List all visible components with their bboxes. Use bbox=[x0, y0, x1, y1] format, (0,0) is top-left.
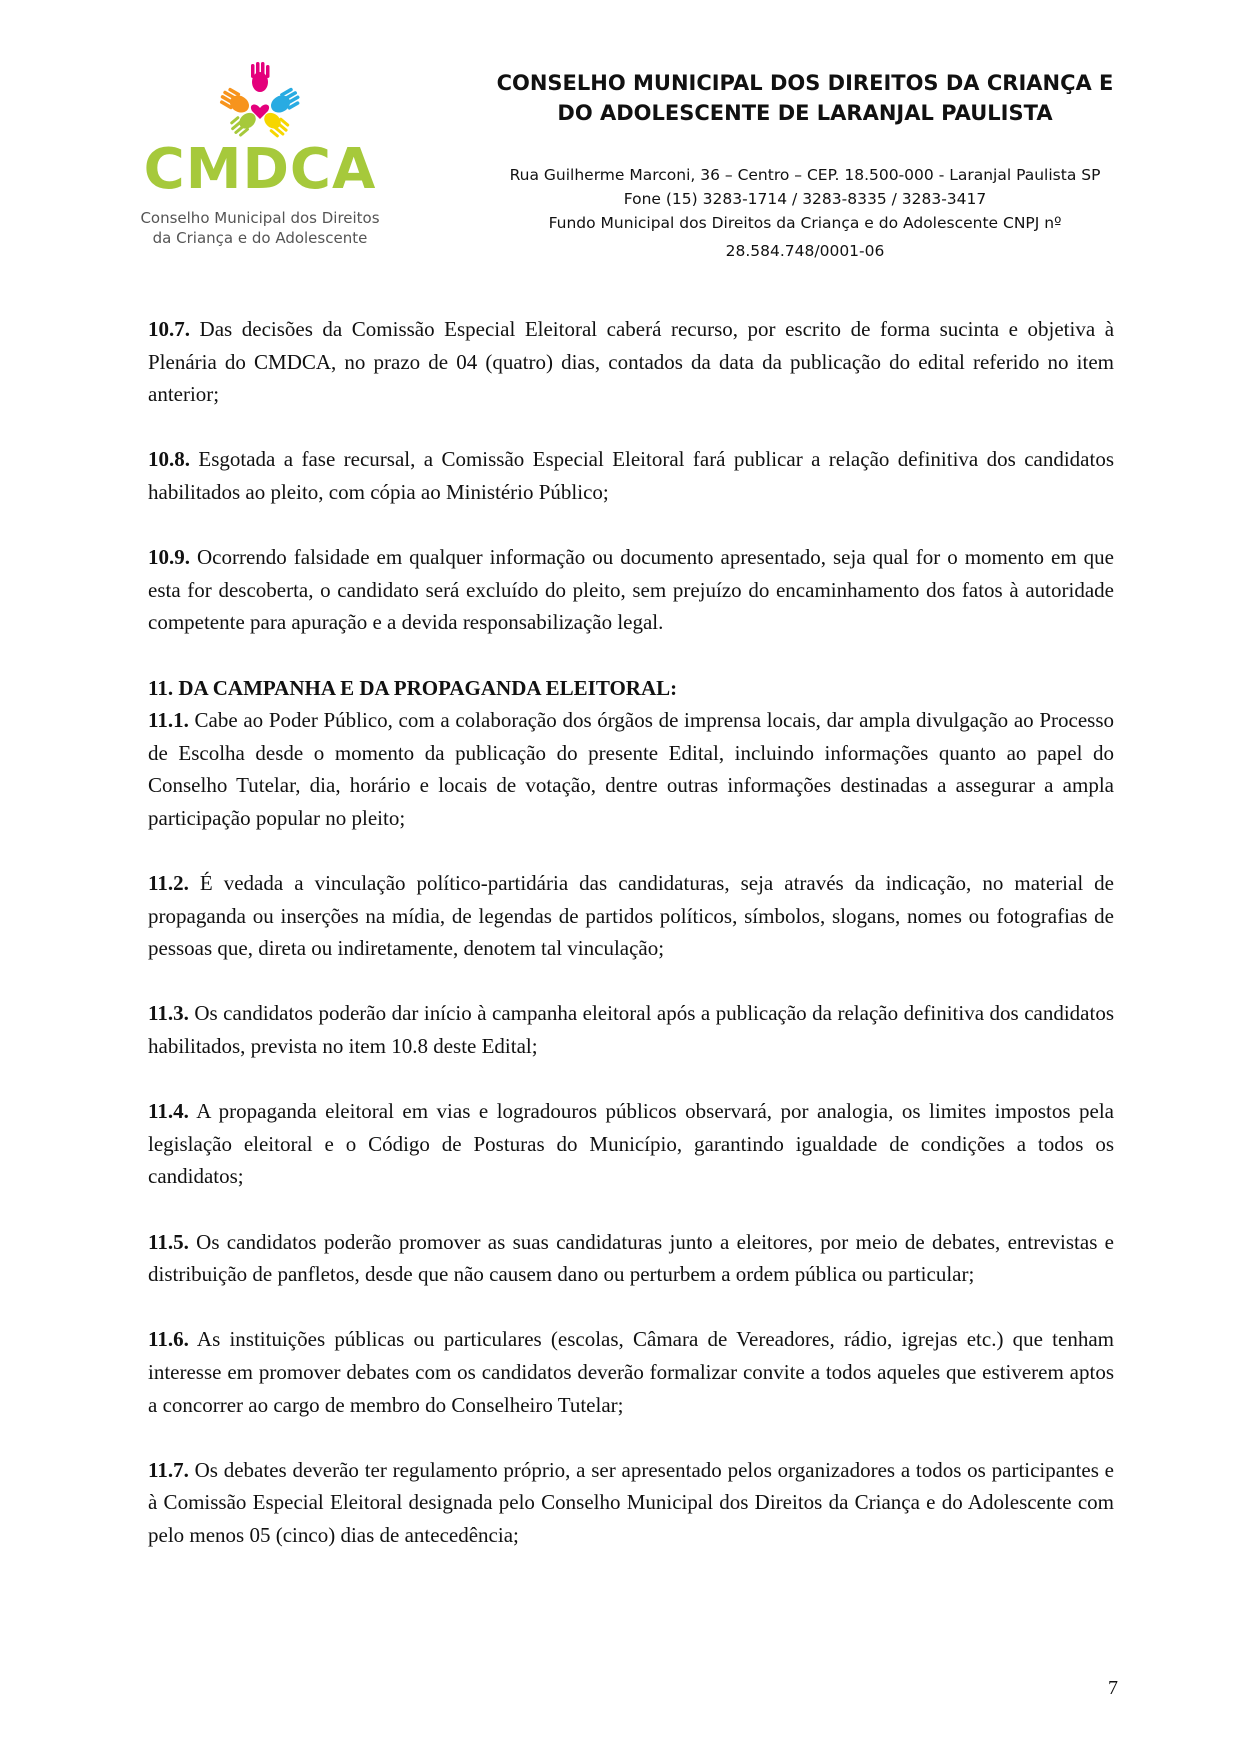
logo-subtitle-line1: Conselho Municipal dos Direitos bbox=[140, 209, 380, 227]
clause-number: 10.9. bbox=[148, 545, 190, 570]
clause-11-7 bbox=[148, 1454, 1114, 1552]
phone-line: Fone (15) 3283-1714 / 3283-8335 / 3283-3417 bbox=[623, 190, 987, 208]
clause-text: Das decisões da Comissão Especial Eleitoral caberá recurso, por escrito de forma sucinta e objetiva à Plenária do CMDCA, no prazo de 04 (quatro) dias, contados da data da publicação do edital referido no item anterior; bbox=[148, 317, 1115, 407]
clause-10-8 bbox=[148, 443, 1114, 508]
clause-text: É vedada a vinculação político-partidária das candidaturas, seja através da indicação, no material de propaganda ou inserções na mídia, de legendas de partidos políticos, símbolos, slogans, nomes ou fotografias de pessoas que, direta ou indiretamente, denotem tal vinculação; bbox=[148, 871, 1114, 961]
clause-11-4 bbox=[148, 1095, 1114, 1193]
clause-number: 11.2. bbox=[148, 871, 189, 896]
clause-11-1 bbox=[148, 704, 1114, 834]
clause-10-9 bbox=[148, 541, 1114, 639]
clause-text: Os candidatos poderão promover as suas candidaturas junto a eleitores, por meio de debates, entrevistas e distribuição de panfletos, desde que não causem dano ou perturbem a ordem pública ou particular; bbox=[148, 1229, 1114, 1287]
organization-contact bbox=[410, 163, 1200, 263]
clause-text: Cabe ao Poder Público, com a colaboração dos órgãos de imprensa locais, dar ampla divulgação ao Processo de Escolha desde o momento da publicação do presente Edital, incluindo informações quanto ao papel do Conselho Tutelar, dia, horário e locais de votação, dentre outras informações destinadas a assegurar a ampla participação popular no pleito; bbox=[148, 708, 1114, 830]
clause-10-7 bbox=[148, 313, 1114, 411]
clause-number: 11.3. bbox=[148, 1001, 189, 1026]
clause-text: Os debates deverão ter regulamento próprio, a ser apresentado pelos organizadores a todos os participantes e à Comissão Especial Eleitoral designada pelo Conselho Municipal dos Direitos da Criança e do Adolescente com pelo menos 05 (cinco) dias de antecedência; bbox=[148, 1457, 1115, 1547]
logo-wordmark: CMDCA bbox=[143, 137, 377, 202]
clause-11-2 bbox=[148, 867, 1114, 965]
fund-line: Fundo Municipal dos Direitos da Criança e do Adolescente CNPJ nº bbox=[548, 214, 1062, 232]
clause-number: 10.7. bbox=[148, 317, 190, 341]
clause-number: 11.7. bbox=[148, 1457, 189, 1482]
organization-title bbox=[410, 68, 1200, 128]
clause-11-3 bbox=[148, 997, 1114, 1062]
clause-text: Ocorrendo falsidade em qualquer informação ou documento apresentado, seja qual for o momento em que esta for descoberta, o candidato será excluído do pleito, sem prejuízo do encaminhamento dos fatos à autoridade competente para apuração e a devida responsabilização legal. bbox=[148, 545, 1114, 635]
organization-title-line1: CONSELHO MUNICIPAL DOS DIREITOS DA CRIANÇA E bbox=[496, 71, 1114, 95]
clause-text: As instituições públicas ou particulares (escolas, Câmara de Vereadores, rádio, igrejas etc.) que tenham interesse em promover debates com os candidatos deverão formalizar convite a todos aqueles que estiverem aptos a concorrer ao cargo de membro do Conselheiro Tutelar; bbox=[148, 1327, 1114, 1417]
section-11-heading: 11. DA CAMPANHA E DA PROPAGANDA ELEITORAL: bbox=[148, 675, 678, 700]
clause-11-6 bbox=[148, 1323, 1114, 1421]
clause-11-5 bbox=[148, 1226, 1114, 1291]
clause-number: 11.4. bbox=[148, 1099, 189, 1124]
clause-text: Esgotada a fase recursal, a Comissão Especial Eleitoral fará publicar a relação definitiva dos candidatos habilitados ao pleito, com cópia ao Ministério Público; bbox=[148, 447, 1115, 504]
cnpj-line: 28.584.748/0001-06 bbox=[725, 242, 885, 260]
clause-number: 10.8. bbox=[148, 447, 190, 472]
logo-subtitle-line2: da Criança e do Adolescente bbox=[152, 229, 368, 247]
hands-emblem-icon bbox=[212, 62, 308, 142]
document-body bbox=[148, 313, 1114, 1552]
page-number: 7 bbox=[1108, 1677, 1118, 1699]
clause-number: 11.5. bbox=[148, 1229, 189, 1254]
logo-subtitle bbox=[130, 208, 390, 248]
clause-number: 11.1. bbox=[148, 708, 189, 733]
clause-number: 11.6. bbox=[148, 1327, 189, 1352]
organization-title-line2: DO ADOLESCENTE DE LARANJAL PAULISTA bbox=[557, 101, 1053, 125]
address-line: Rua Guilherme Marconi, 36 – Centro – CEP. 18.500-000 - Laranjal Paulista SP bbox=[509, 166, 1101, 184]
cmdca-logo bbox=[130, 62, 390, 252]
clause-text: Os candidatos poderão dar início à campanha eleitoral após a publicação da relação definitiva dos candidatos habilitados, prevista no item 10.8 deste Edital; bbox=[148, 1001, 1115, 1059]
clause-text: A propaganda eleitoral em vias e logradouros públicos observará, por analogia, os limites impostos pela legislação eleitoral e o Código de Posturas do Município, garantindo igualdade de condições a todos os candidatos; bbox=[148, 1099, 1114, 1189]
